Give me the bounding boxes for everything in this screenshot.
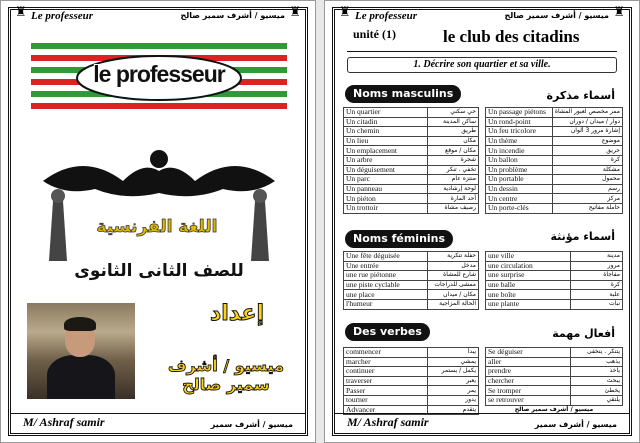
table-row — [344, 108, 479, 118]
arabic-translation: مركز — [552, 194, 622, 204]
french-word: une balle — [486, 280, 571, 290]
table-row — [486, 146, 623, 156]
ornament-decoration — [23, 141, 295, 271]
prepared-by-label: إعداد — [209, 301, 265, 326]
table-row — [486, 194, 623, 204]
french-word: aller — [486, 357, 571, 367]
arabic-translation: دوار / ميدان / دوران — [552, 117, 622, 127]
table-row — [486, 280, 623, 290]
table-row — [344, 299, 479, 309]
table-row — [344, 146, 479, 156]
table-row — [486, 136, 623, 146]
french-word: une boîte — [486, 290, 571, 300]
french-word: Un quartier — [344, 108, 428, 118]
vocab-table-masculine-right — [485, 107, 623, 214]
table-row — [344, 127, 479, 137]
arabic-translation: يبدأ — [427, 348, 478, 358]
unit-number: unité (1) — [353, 27, 396, 41]
french-word: une place — [344, 290, 428, 300]
french-word: prendre — [486, 367, 571, 377]
arabic-translation: مرور — [570, 261, 622, 271]
header-title: Le professeur — [355, 10, 418, 22]
arabic-translation: محمول — [552, 175, 622, 185]
french-word: se retrouver — [486, 395, 571, 405]
arabic-translation: تخفي . تنكر — [427, 165, 478, 175]
header-author: ميسيو / أشرف سمير صالح — [504, 11, 609, 20]
table-row — [344, 203, 479, 213]
french-word: l'humeur — [344, 299, 428, 309]
table-row — [486, 367, 623, 377]
eiffel-tower-icon: ♜ — [339, 5, 351, 20]
french-word: Un thème — [486, 136, 553, 146]
footer-divider — [335, 413, 629, 414]
arabic-translation: كرة — [552, 155, 622, 165]
lesson-title: le club des citadins — [443, 27, 580, 46]
arabic-translation: مدينة — [570, 252, 622, 262]
arabic-translation: رصيف مشاة — [427, 203, 478, 213]
table-row — [486, 386, 623, 396]
french-word: Une fête déguisée — [344, 252, 428, 262]
arabic-translation: مكان / موقع — [427, 146, 478, 156]
french-word: une circulation — [486, 261, 571, 271]
header-title: Le professeur — [31, 10, 94, 22]
french-word: une rue piétonne — [344, 271, 428, 281]
french-word: Un porte-clés — [486, 203, 553, 213]
author-name: ميسيو / أشرف سمير صالح — [167, 356, 285, 394]
table-row — [344, 165, 479, 175]
french-word: Un feu tricolore — [486, 127, 553, 137]
arabic-translation: مكان / ميدان — [427, 290, 478, 300]
eiffel-tower-icon: ♜ — [613, 5, 625, 20]
arabic-translation: مكان — [427, 136, 478, 146]
french-word: Un incendie — [486, 146, 553, 156]
table-row — [344, 357, 479, 367]
arabic-translation: يمر — [427, 386, 478, 396]
arabic-translation: مفاجأة — [570, 271, 622, 281]
french-word: Une entrée — [344, 261, 428, 271]
table-row — [344, 348, 479, 358]
section-label-masculine-ar: أسماء مذكرة — [546, 89, 615, 102]
table-row — [486, 299, 623, 309]
table-row — [486, 184, 623, 194]
table-row — [344, 271, 479, 281]
table-row — [486, 108, 623, 118]
table-row — [344, 184, 479, 194]
arabic-translation: موضوع — [552, 136, 622, 146]
french-word: Un passage piétons — [486, 108, 553, 118]
arabic-translation: نبات — [570, 299, 622, 309]
french-word: Un piéton — [344, 194, 428, 204]
table-row — [344, 290, 479, 300]
french-word: traverser — [344, 376, 428, 386]
arabic-translation: حفلة تنكرية — [427, 252, 478, 262]
author-photo — [27, 303, 135, 399]
french-word: Un panneau — [344, 184, 428, 194]
arabic-translation: حي سكني — [427, 108, 478, 118]
arabic-translation: يدور — [427, 395, 478, 405]
arabic-translation: يخطئ — [570, 386, 622, 396]
section-label-masculine: Noms masculins — [345, 85, 461, 103]
cover-page — [0, 0, 316, 443]
french-word: Un déguisement — [344, 165, 428, 175]
table-row — [486, 357, 623, 367]
table-row — [344, 252, 479, 262]
table-row — [344, 386, 479, 396]
eiffel-tower-icon: ♜ — [15, 5, 27, 20]
french-word: Un parc — [344, 175, 428, 185]
table-row — [486, 155, 623, 165]
section-label-verbs-ar: أفعال مهمة — [552, 327, 615, 340]
arabic-translation: مشكلة — [552, 165, 622, 175]
french-word: Se tromper — [486, 386, 571, 396]
french-word: chercher — [486, 376, 571, 386]
footer-divider — [11, 413, 305, 414]
arabic-translation: شارع للمشاة — [427, 271, 478, 281]
arabic-translation: مدخل — [427, 261, 478, 271]
table-row — [486, 395, 623, 405]
table-row — [344, 261, 479, 271]
table-row — [344, 175, 479, 185]
table-row — [344, 194, 479, 204]
footer-name: M/ Ashraf samir — [347, 415, 429, 429]
french-word: tourner — [344, 395, 428, 405]
table-row — [486, 165, 623, 175]
french-word: Un dessin — [486, 184, 553, 194]
eiffel-tower-icon: ♜ — [289, 5, 301, 20]
table-row — [486, 290, 623, 300]
vocab-table-masculine-left — [343, 107, 479, 214]
french-word: Se déguiser — [486, 348, 571, 358]
vocab-table-feminine-left — [343, 251, 479, 310]
french-word: une ville — [486, 252, 571, 262]
arabic-translation: يلتقي — [570, 395, 622, 405]
table-row — [486, 175, 623, 185]
arabic-translation: أحد المارة — [427, 194, 478, 204]
arabic-translation: يكمل / يستمر — [427, 367, 478, 377]
arabic-translation: الحالة المزاجية — [427, 299, 478, 309]
arabic-translation: يمشي — [427, 357, 478, 367]
vocab-table-feminine-right — [485, 251, 623, 310]
arabic-translation: لوحة إرشادية — [427, 184, 478, 194]
section-label-feminine: Noms féminins — [345, 230, 453, 248]
section-label-feminine-ar: أسماء مؤنثة — [550, 230, 615, 243]
arabic-translation: يبحث — [570, 376, 622, 386]
verbs-note: ميسيو / أشرف سمير صالح — [514, 406, 594, 413]
french-word: Un centre — [486, 194, 553, 204]
french-word: Passer — [344, 386, 428, 396]
arabic-translation: رسم — [552, 184, 622, 194]
arabic-translation: ساكن المدينة — [427, 117, 478, 127]
arabic-translation: يعبر — [427, 376, 478, 386]
header-author: ميسيو / أشرف سمير صالح — [180, 11, 285, 20]
arabic-translation: ممشى للدراجات — [427, 280, 478, 290]
table-row — [486, 252, 623, 262]
arabic-translation: يتقدم — [427, 405, 478, 415]
french-word: commencer — [344, 348, 428, 358]
french-word: marcher — [344, 357, 428, 367]
arabic-translation: يتنكر . يتخفى — [570, 348, 622, 358]
title-divider — [347, 51, 617, 52]
french-word: Un emplacement — [344, 146, 428, 156]
french-word: Un lieu — [344, 136, 428, 146]
table-row — [344, 367, 479, 377]
arabic-translation: حريق — [552, 146, 622, 156]
french-word: une plante — [486, 299, 571, 309]
arabic-translation: يذهب — [570, 357, 622, 367]
table-row — [486, 127, 623, 137]
lesson-page — [324, 0, 640, 443]
table-row — [344, 280, 479, 290]
table-row — [486, 376, 623, 386]
french-word: Un citadin — [344, 117, 428, 127]
table-row — [344, 376, 479, 386]
french-word: une surprise — [486, 271, 571, 281]
subject-title: اللغة الفرنسية — [96, 217, 218, 237]
french-word: Advancer — [344, 405, 428, 415]
table-row — [344, 155, 479, 165]
french-word: continuer — [344, 367, 428, 377]
table-row — [486, 271, 623, 281]
french-word: Un trottoir — [344, 203, 428, 213]
arabic-translation: علبة — [570, 290, 622, 300]
arabic-translation: حاملة مفاتيح — [552, 203, 622, 213]
section-label-verbs: Des verbes — [345, 323, 430, 341]
arabic-translation: إشارة مرور 3 ألوان — [552, 127, 622, 137]
french-word: Un chemin — [344, 127, 428, 137]
table-row — [486, 203, 623, 213]
french-word: Un arbre — [344, 155, 428, 165]
table-row — [486, 261, 623, 271]
arabic-translation: كرة — [570, 280, 622, 290]
table-row — [486, 117, 623, 127]
logo-text: le professeur — [93, 61, 225, 87]
vocab-table-verbs-left — [343, 347, 479, 415]
grade-level: للصف الثانى الثانوى — [74, 261, 244, 281]
table-row — [486, 348, 623, 358]
table-row — [344, 136, 479, 146]
table-row — [344, 395, 479, 405]
french-word: une piste cyclable — [344, 280, 428, 290]
footer-name: M/ Ashraf samir — [23, 415, 105, 429]
vocab-table-verbs-right — [485, 347, 623, 406]
arabic-translation: يأخذ — [570, 367, 622, 377]
footer-author-ar: ميسيو / أشرف سمير — [210, 420, 293, 429]
footer-author-ar: ميسيو / أشرف سمير — [534, 420, 617, 429]
table-row — [344, 117, 479, 127]
french-word: Un rond-point — [486, 117, 553, 127]
arabic-translation: شجرة — [427, 155, 478, 165]
french-word: Un problème — [486, 165, 553, 175]
arabic-translation: ممر مخصص لعبور المشاة — [552, 108, 622, 118]
arabic-translation: منتزه عام — [427, 175, 478, 185]
instruction-box: 1. Décrire son quartier et sa ville. — [347, 57, 617, 73]
french-word: Un ballon — [486, 155, 553, 165]
arabic-translation: طريق — [427, 127, 478, 137]
french-word: Un portable — [486, 175, 553, 185]
